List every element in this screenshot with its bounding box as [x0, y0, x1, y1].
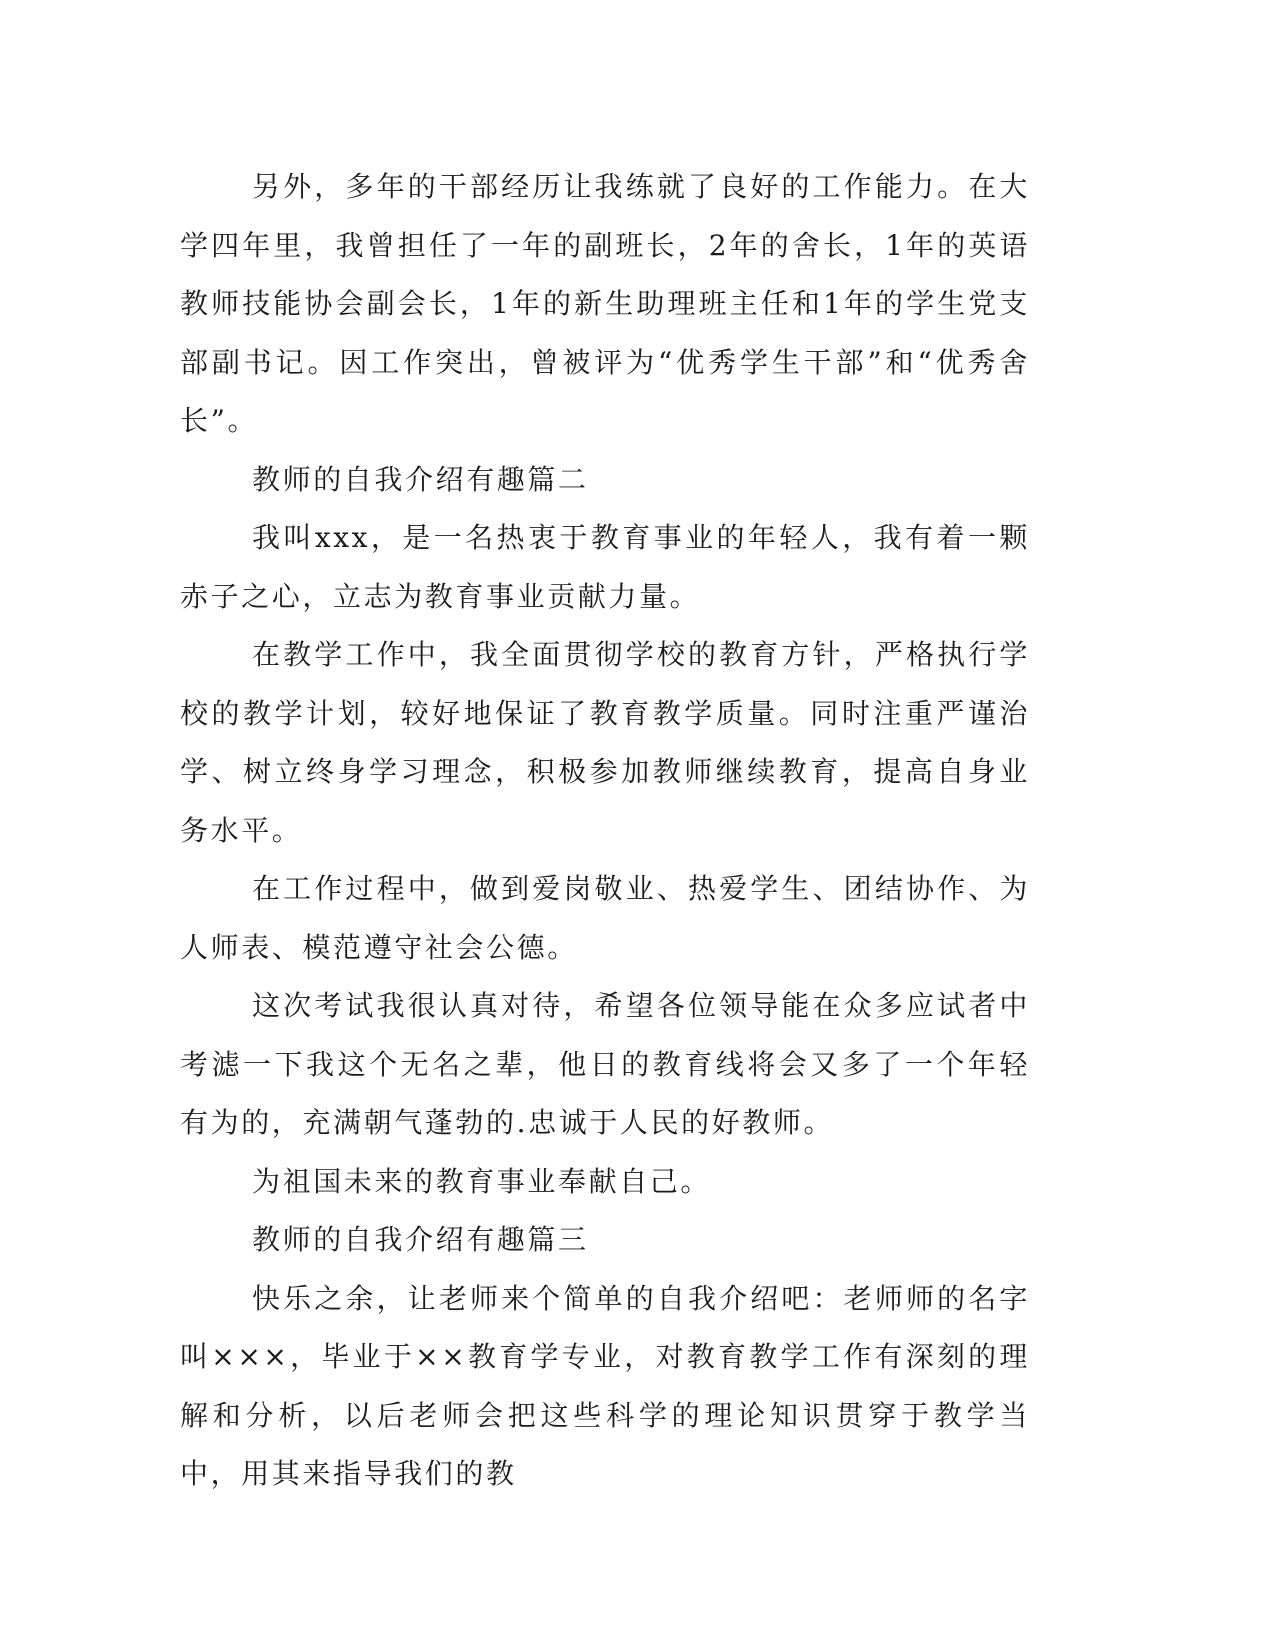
document-body: [180, 158, 1030, 1504]
paragraph-introduction: 我叫xxx，是一名热衷于教育事业的年轻人，我有着一颗赤子之心，立志为教育事业贡献力量。: [180, 521, 1030, 613]
paragraph-self-introduction: 快乐之余，让老师来个简单的自我介绍吧：老师师的名字叫×××，毕业于××教育学专业，对教育教学工作有深刻的理解和分析，以后老师会把这些科学的理论知识贯穿于教学当中，用其来指导我们的教: [180, 1281, 1030, 1490]
section-heading-part-three: 教师的自我介绍有趣篇三: [252, 1223, 589, 1256]
section-heading-part-two: 教师的自我介绍有趣篇二: [252, 462, 589, 496]
paragraph-teaching-work: 在教学工作中，我全面贯彻学校的教育方针，严格执行学校的教学计划，较好地保证了教育教学质量。同时注重严谨治学、树立终身学习理念，积极参加教师继续教育，提高自身业务水平。: [180, 638, 1030, 847]
paragraph-work-process: 在工作过程中，做到爱岗敬业、热爱学生、团结协作、为人师表、模范遵守社会公德。: [180, 872, 1030, 964]
paragraph-exam-attitude: 这次考试我很认真对待，希望各位领导能在众多应试者中考滤一下我这个无名之辈，他日的教育线将会又多了一个年轻有为的，充满朝气蓬勃的.忠诚于人民的好教师。: [180, 989, 1030, 1139]
paragraph-dedication: 为祖国未来的教育事业奉献自己。: [252, 1164, 712, 1198]
paragraph-work-experience: 另外，多年的干部经历让我练就了良好的工作能力。在大学四年里，我曾担任了一年的副班长，2年的舍长，1年的英语教师技能协会副会长，1年的新生助理班主任和1年的学生党支部副书记。因工作突出，曾被评为“优秀学生干部”和“优秀舍长”。: [180, 170, 1030, 437]
